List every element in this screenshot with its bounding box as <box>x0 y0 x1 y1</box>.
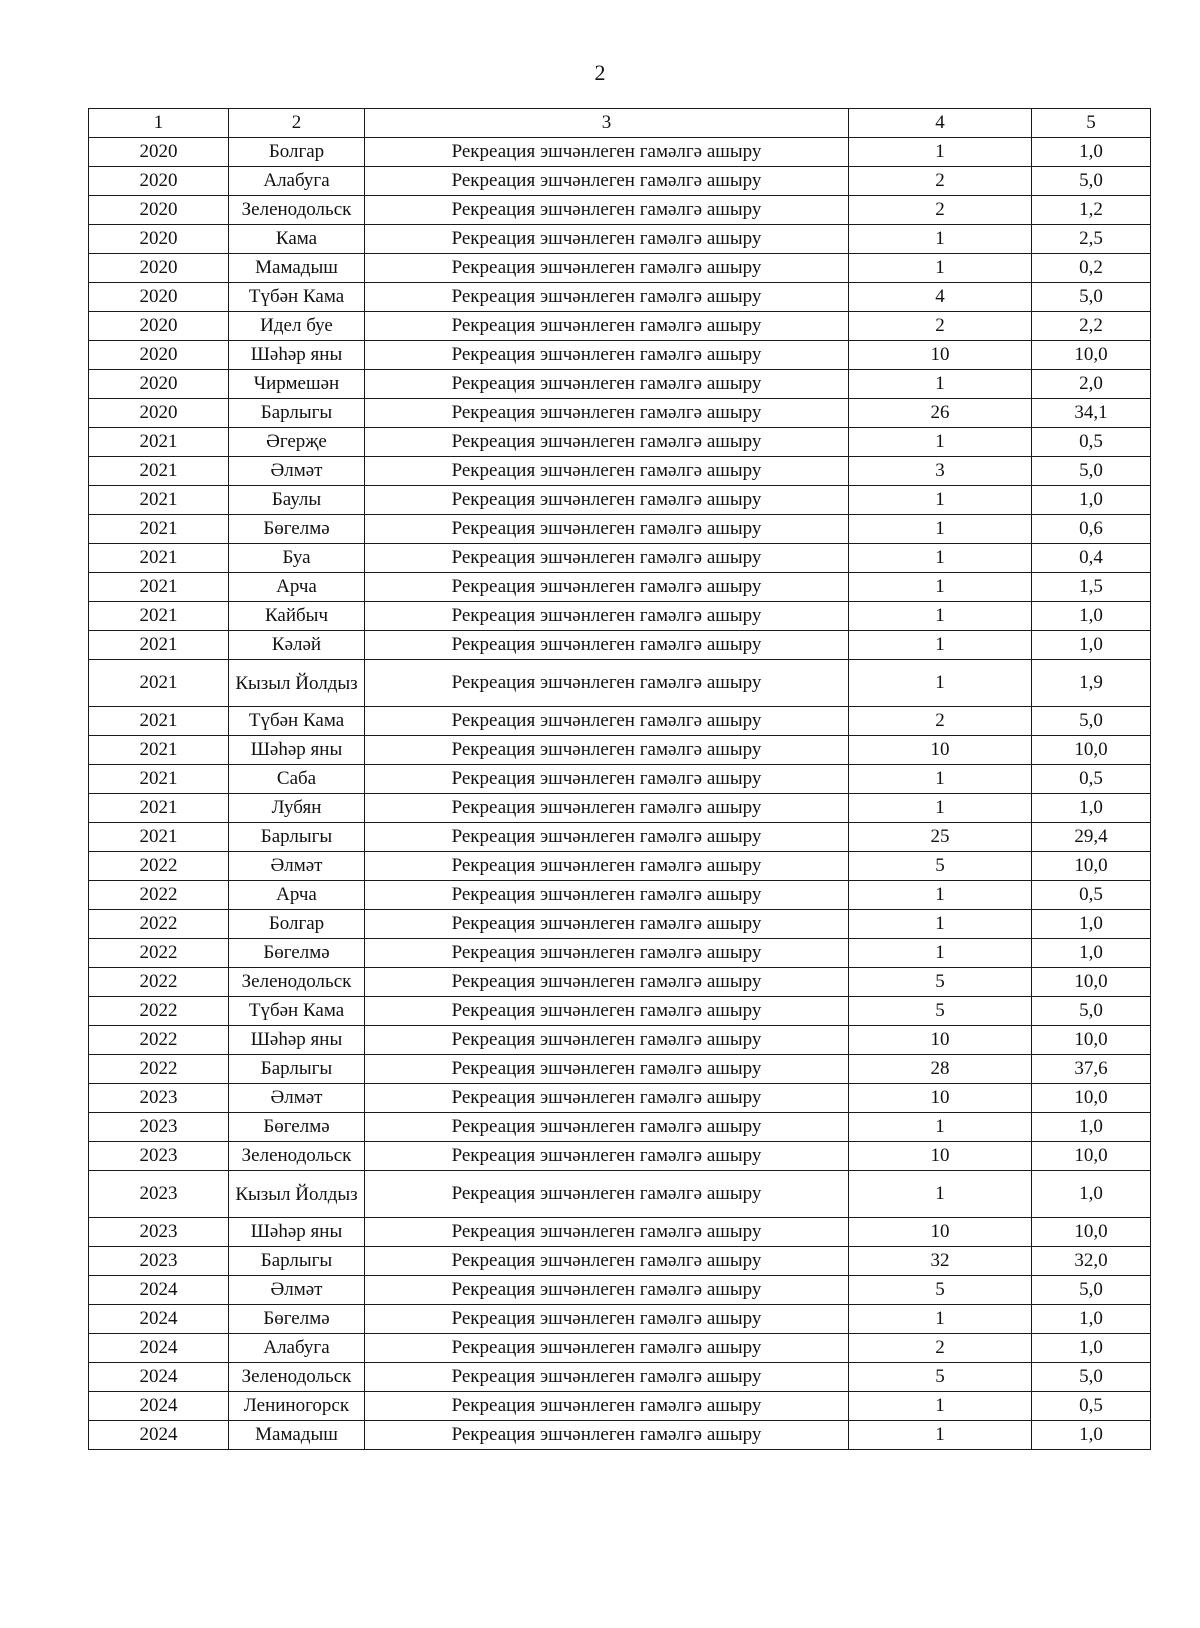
cell-count: 1 <box>849 1421 1032 1450</box>
cell-year: 2020 <box>89 370 229 399</box>
cell-region: Шәһәр яны <box>229 1026 365 1055</box>
cell-area: 1,0 <box>1032 794 1151 823</box>
cell-activity: Рекреация эшчәнлеген гамәлгә ашыру <box>365 1421 849 1450</box>
cell-count: 1 <box>849 254 1032 283</box>
table-row <box>89 939 1151 968</box>
cell-year: 2022 <box>89 881 229 910</box>
cell-year: 2022 <box>89 968 229 997</box>
cell-area: 10,0 <box>1032 341 1151 370</box>
cell-year: 2020 <box>89 225 229 254</box>
cell-activity: Рекреация эшчәнлеген гамәлгә ашыру <box>365 370 849 399</box>
cell-activity: Рекреация эшчәнлеген гамәлгә ашыру <box>365 1113 849 1142</box>
table-row <box>89 881 1151 910</box>
table-row <box>89 602 1151 631</box>
table-row <box>89 736 1151 765</box>
cell-activity: Рекреация эшчәнлеген гамәлгә ашыру <box>365 631 849 660</box>
cell-year: 2024 <box>89 1334 229 1363</box>
cell-area: 2,5 <box>1032 225 1151 254</box>
table-row <box>89 283 1151 312</box>
cell-count: 1 <box>849 225 1032 254</box>
cell-year: 2021 <box>89 660 229 707</box>
cell-area: 5,0 <box>1032 707 1151 736</box>
cell-area: 10,0 <box>1032 1142 1151 1171</box>
table-row <box>89 1421 1151 1450</box>
cell-area: 34,1 <box>1032 399 1151 428</box>
table-row <box>89 968 1151 997</box>
cell-year: 2023 <box>89 1084 229 1113</box>
cell-area: 5,0 <box>1032 997 1151 1026</box>
cell-activity: Рекреация эшчәнлеген гамәлгә ашыру <box>365 1084 849 1113</box>
cell-area: 1,0 <box>1032 602 1151 631</box>
cell-activity: Рекреация эшчәнлеген гамәлгә ашыру <box>365 939 849 968</box>
cell-count: 1 <box>849 1171 1032 1218</box>
cell-area: 1,2 <box>1032 196 1151 225</box>
table-row <box>89 1276 1151 1305</box>
page-number: 2 <box>594 60 606 85</box>
cell-activity: Рекреация эшчәнлеген гамәлгә ашыру <box>365 1142 849 1171</box>
cell-area: 0,5 <box>1032 765 1151 794</box>
cell-area: 5,0 <box>1032 283 1151 312</box>
header-cell-area: 5 <box>1032 109 1151 138</box>
cell-region: Әлмәт <box>229 852 365 881</box>
cell-count: 26 <box>849 399 1032 428</box>
cell-activity: Рекреация эшчәнлеген гамәлгә ашыру <box>365 1392 849 1421</box>
cell-year: 2024 <box>89 1392 229 1421</box>
cell-activity: Рекреация эшчәнлеген гамәлгә ашыру <box>365 1055 849 1084</box>
cell-area: 10,0 <box>1032 736 1151 765</box>
cell-region: Арча <box>229 881 365 910</box>
cell-region: Алабуга <box>229 167 365 196</box>
cell-activity: Рекреация эшчәнлеген гамәлгә ашыру <box>365 1363 849 1392</box>
table-row <box>89 1247 1151 1276</box>
cell-activity: Рекреация эшчәнлеген гамәлгә ашыру <box>365 660 849 707</box>
cell-activity: Рекреация эшчәнлеген гамәлгә ашыру <box>365 968 849 997</box>
cell-region: Барлыгы <box>229 1055 365 1084</box>
cell-year: 2021 <box>89 486 229 515</box>
table-row <box>89 910 1151 939</box>
cell-count: 1 <box>849 910 1032 939</box>
cell-count: 2 <box>849 1334 1032 1363</box>
cell-year: 2022 <box>89 852 229 881</box>
table-row <box>89 515 1151 544</box>
cell-region: Әлмәт <box>229 1084 365 1113</box>
cell-year: 2023 <box>89 1142 229 1171</box>
table-row <box>89 794 1151 823</box>
cell-activity: Рекреация эшчәнлеген гамәлгә ашыру <box>365 736 849 765</box>
table-row <box>89 1171 1151 1218</box>
cell-count: 1 <box>849 881 1032 910</box>
cell-count: 10 <box>849 1142 1032 1171</box>
table-row <box>89 852 1151 881</box>
cell-region: Зеленодольск <box>229 1363 365 1392</box>
cell-area: 1,0 <box>1032 1334 1151 1363</box>
cell-area: 1,0 <box>1032 1421 1151 1450</box>
cell-activity: Рекреация эшчәнлеген гамәлгә ашыру <box>365 765 849 794</box>
cell-region: Саба <box>229 765 365 794</box>
table-row <box>89 1026 1151 1055</box>
table-row <box>89 196 1151 225</box>
cell-region: Кызыл Йолдыз <box>229 1171 365 1218</box>
cell-activity: Рекреация эшчәнлеген гамәлгә ашыру <box>365 823 849 852</box>
cell-count: 1 <box>849 631 1032 660</box>
cell-activity: Рекреация эшчәнлеген гамәлгә ашыру <box>365 254 849 283</box>
cell-region: Бөгелмә <box>229 515 365 544</box>
table-row <box>89 457 1151 486</box>
cell-count: 1 <box>849 794 1032 823</box>
cell-region: Барлыгы <box>229 399 365 428</box>
cell-count: 1 <box>849 1392 1032 1421</box>
cell-count: 2 <box>849 196 1032 225</box>
cell-area: 1,0 <box>1032 910 1151 939</box>
cell-region: Идел буе <box>229 312 365 341</box>
cell-area: 37,6 <box>1032 1055 1151 1084</box>
cell-count: 1 <box>849 428 1032 457</box>
table-row <box>89 1142 1151 1171</box>
cell-area: 5,0 <box>1032 1363 1151 1392</box>
table-row <box>89 138 1151 167</box>
cell-year: 2022 <box>89 939 229 968</box>
cell-year: 2021 <box>89 765 229 794</box>
cell-year: 2024 <box>89 1305 229 1334</box>
cell-year: 2023 <box>89 1113 229 1142</box>
header-row <box>89 109 1151 138</box>
table-row <box>89 1363 1151 1392</box>
cell-count: 1 <box>849 1305 1032 1334</box>
cell-activity: Рекреация эшчәнлеген гамәлгә ашыру <box>365 457 849 486</box>
header-cell-count: 4 <box>849 109 1032 138</box>
cell-region: Кама <box>229 225 365 254</box>
cell-year: 2020 <box>89 167 229 196</box>
cell-activity: Рекреация эшчәнлеген гамәлгә ашыру <box>365 1247 849 1276</box>
table-row <box>89 1305 1151 1334</box>
cell-region: Болгар <box>229 910 365 939</box>
cell-activity: Рекреация эшчәнлеген гамәлгә ашыру <box>365 225 849 254</box>
cell-year: 2022 <box>89 910 229 939</box>
table-row <box>89 823 1151 852</box>
cell-year: 2020 <box>89 138 229 167</box>
cell-activity: Рекреация эшчәнлеген гамәлгә ашыру <box>365 1305 849 1334</box>
cell-area: 29,4 <box>1032 823 1151 852</box>
cell-year: 2020 <box>89 196 229 225</box>
cell-count: 2 <box>849 312 1032 341</box>
cell-region: Әлмәт <box>229 1276 365 1305</box>
cell-year: 2021 <box>89 823 229 852</box>
table-row <box>89 707 1151 736</box>
cell-activity: Рекреация эшчәнлеген гамәлгә ашыру <box>365 1218 849 1247</box>
cell-area: 1,0 <box>1032 1171 1151 1218</box>
cell-region: Чирмешән <box>229 370 365 399</box>
table-row <box>89 660 1151 707</box>
cell-year: 2020 <box>89 283 229 312</box>
cell-region: Арча <box>229 573 365 602</box>
cell-activity: Рекреация эшчәнлеген гамәлгә ашыру <box>365 1171 849 1218</box>
cell-area: 1,9 <box>1032 660 1151 707</box>
cell-area: 2,2 <box>1032 312 1151 341</box>
table-row <box>89 544 1151 573</box>
table-row <box>89 765 1151 794</box>
cell-activity: Рекреация эшчәнлеген гамәлгә ашыру <box>365 881 849 910</box>
cell-count: 1 <box>849 602 1032 631</box>
cell-year: 2021 <box>89 428 229 457</box>
cell-region: Әгерҗе <box>229 428 365 457</box>
cell-area: 10,0 <box>1032 852 1151 881</box>
table-row <box>89 1334 1151 1363</box>
cell-region: Мамадыш <box>229 1421 365 1450</box>
cell-area: 0,4 <box>1032 544 1151 573</box>
cell-activity: Рекреация эшчәнлеген гамәлгә ашыру <box>365 573 849 602</box>
table-row <box>89 370 1151 399</box>
cell-area: 0,2 <box>1032 254 1151 283</box>
cell-region: Зеленодольск <box>229 968 365 997</box>
cell-area: 1,5 <box>1032 573 1151 602</box>
cell-count: 25 <box>849 823 1032 852</box>
cell-year: 2022 <box>89 1055 229 1084</box>
table-row <box>89 399 1151 428</box>
cell-count: 1 <box>849 544 1032 573</box>
cell-count: 4 <box>849 283 1032 312</box>
cell-region: Мамадыш <box>229 254 365 283</box>
header-cell-region: 2 <box>229 109 365 138</box>
cell-year: 2021 <box>89 602 229 631</box>
cell-area: 32,0 <box>1032 1247 1151 1276</box>
cell-year: 2020 <box>89 312 229 341</box>
table-row <box>89 1084 1151 1113</box>
cell-region: Түбән Кама <box>229 997 365 1026</box>
table-row <box>89 1113 1151 1142</box>
table-row <box>89 254 1151 283</box>
table-row <box>89 225 1151 254</box>
cell-activity: Рекреация эшчәнлеген гамәлгә ашыру <box>365 196 849 225</box>
cell-area: 0,6 <box>1032 515 1151 544</box>
cell-count: 10 <box>849 1218 1032 1247</box>
table-row <box>89 341 1151 370</box>
cell-count: 1 <box>849 138 1032 167</box>
cell-year: 2020 <box>89 399 229 428</box>
cell-region: Түбән Кама <box>229 707 365 736</box>
cell-count: 1 <box>849 515 1032 544</box>
cell-count: 1 <box>849 370 1032 399</box>
cell-count: 5 <box>849 852 1032 881</box>
cell-region: Лубян <box>229 794 365 823</box>
cell-year: 2024 <box>89 1363 229 1392</box>
cell-activity: Рекреация эшчәнлеген гамәлгә ашыру <box>365 1026 849 1055</box>
cell-activity: Рекреация эшчәнлеген гамәлгә ашыру <box>365 428 849 457</box>
cell-activity: Рекреация эшчәнлеген гамәлгә ашыру <box>365 707 849 736</box>
table-row <box>89 631 1151 660</box>
cell-year: 2021 <box>89 544 229 573</box>
cell-count: 28 <box>849 1055 1032 1084</box>
cell-activity: Рекреация эшчәнлеген гамәлгә ашыру <box>365 852 849 881</box>
cell-activity: Рекреация эшчәнлеген гамәлгә ашыру <box>365 794 849 823</box>
cell-region: Кәләй <box>229 631 365 660</box>
cell-region: Түбән Кама <box>229 283 365 312</box>
cell-count: 2 <box>849 167 1032 196</box>
cell-region: Зеленодольск <box>229 196 365 225</box>
table-row <box>89 312 1151 341</box>
table-row <box>89 997 1151 1026</box>
cell-area: 5,0 <box>1032 1276 1151 1305</box>
cell-year: 2024 <box>89 1421 229 1450</box>
cell-year: 2020 <box>89 341 229 370</box>
cell-year: 2021 <box>89 515 229 544</box>
cell-year: 2022 <box>89 1026 229 1055</box>
cell-activity: Рекреация эшчәнлеген гамәлгә ашыру <box>365 486 849 515</box>
cell-area: 2,0 <box>1032 370 1151 399</box>
cell-count: 10 <box>849 341 1032 370</box>
cell-year: 2023 <box>89 1247 229 1276</box>
cell-year: 2021 <box>89 631 229 660</box>
table-row <box>89 1218 1151 1247</box>
cell-region: Шәһәр яны <box>229 341 365 370</box>
cell-region: Кайбыч <box>229 602 365 631</box>
cell-year: 2020 <box>89 254 229 283</box>
cell-region: Барлыгы <box>229 1247 365 1276</box>
cell-activity: Рекреация эшчәнлеген гамәлгә ашыру <box>365 515 849 544</box>
cell-area: 1,0 <box>1032 939 1151 968</box>
cell-count: 5 <box>849 968 1032 997</box>
cell-activity: Рекреация эшчәнлеген гамәлгә ашыру <box>365 910 849 939</box>
cell-count: 5 <box>849 997 1032 1026</box>
cell-activity: Рекреация эшчәнлеген гамәлгә ашыру <box>365 1334 849 1363</box>
cell-activity: Рекреация эшчәнлеген гамәлгә ашыру <box>365 341 849 370</box>
cell-region: Бөгелмә <box>229 1305 365 1334</box>
cell-region: Бөгелмә <box>229 1113 365 1142</box>
cell-area: 10,0 <box>1032 1084 1151 1113</box>
cell-count: 1 <box>849 573 1032 602</box>
cell-region: Кызыл Йолдыз <box>229 660 365 707</box>
cell-year: 2021 <box>89 794 229 823</box>
table-row <box>89 1392 1151 1421</box>
cell-year: 2023 <box>89 1171 229 1218</box>
table-row <box>89 428 1151 457</box>
cell-activity: Рекреация эшчәнлеген гамәлгә ашыру <box>365 544 849 573</box>
cell-count: 1 <box>849 939 1032 968</box>
cell-area: 1,0 <box>1032 631 1151 660</box>
cell-region: Зеленодольск <box>229 1142 365 1171</box>
cell-area: 5,0 <box>1032 457 1151 486</box>
data-table <box>88 108 1151 1450</box>
table-row <box>89 573 1151 602</box>
cell-region: Баулы <box>229 486 365 515</box>
table-row <box>89 486 1151 515</box>
cell-region: Алабуга <box>229 1334 365 1363</box>
cell-year: 2022 <box>89 997 229 1026</box>
cell-year: 2023 <box>89 1218 229 1247</box>
cell-year: 2021 <box>89 573 229 602</box>
cell-area: 10,0 <box>1032 1026 1151 1055</box>
cell-area: 0,5 <box>1032 1392 1151 1421</box>
cell-region: Бөгелмә <box>229 939 365 968</box>
cell-activity: Рекреация эшчәнлеген гамәлгә ашыру <box>365 1276 849 1305</box>
cell-activity: Рекреация эшчәнлеген гамәлгә ашыру <box>365 167 849 196</box>
cell-region: Әлмәт <box>229 457 365 486</box>
cell-count: 5 <box>849 1276 1032 1305</box>
cell-activity: Рекреация эшчәнлеген гамәлгә ашыру <box>365 602 849 631</box>
cell-count: 3 <box>849 457 1032 486</box>
header-cell-activity: 3 <box>365 109 849 138</box>
cell-count: 10 <box>849 736 1032 765</box>
cell-count: 2 <box>849 707 1032 736</box>
cell-count: 1 <box>849 765 1032 794</box>
cell-count: 1 <box>849 660 1032 707</box>
cell-region: Шәһәр яны <box>229 1218 365 1247</box>
cell-count: 10 <box>849 1084 1032 1113</box>
cell-count: 1 <box>849 486 1032 515</box>
cell-region: Лениногорск <box>229 1392 365 1421</box>
cell-count: 32 <box>849 1247 1032 1276</box>
table-row <box>89 1055 1151 1084</box>
cell-activity: Рекреация эшчәнлеген гамәлгә ашыру <box>365 997 849 1026</box>
cell-count: 1 <box>849 1113 1032 1142</box>
cell-area: 0,5 <box>1032 881 1151 910</box>
cell-year: 2021 <box>89 736 229 765</box>
header-cell-year: 1 <box>89 109 229 138</box>
cell-activity: Рекреация эшчәнлеген гамәлгә ашыру <box>365 399 849 428</box>
cell-region: Буа <box>229 544 365 573</box>
cell-count: 5 <box>849 1363 1032 1392</box>
cell-region: Болгар <box>229 138 365 167</box>
cell-year: 2024 <box>89 1276 229 1305</box>
cell-region: Шәһәр яны <box>229 736 365 765</box>
cell-area: 10,0 <box>1032 1218 1151 1247</box>
cell-year: 2021 <box>89 707 229 736</box>
cell-year: 2021 <box>89 457 229 486</box>
cell-activity: Рекреация эшчәнлеген гамәлгә ашыру <box>365 138 849 167</box>
cell-area: 1,0 <box>1032 486 1151 515</box>
cell-area: 1,0 <box>1032 1113 1151 1142</box>
table-row <box>89 167 1151 196</box>
cell-area: 0,5 <box>1032 428 1151 457</box>
cell-activity: Рекреация эшчәнлеген гамәлгә ашыру <box>365 283 849 312</box>
cell-region: Барлыгы <box>229 823 365 852</box>
cell-area: 1,0 <box>1032 1305 1151 1334</box>
cell-area: 1,0 <box>1032 138 1151 167</box>
cell-area: 5,0 <box>1032 167 1151 196</box>
cell-count: 10 <box>849 1026 1032 1055</box>
cell-activity: Рекреация эшчәнлеген гамәлгә ашыру <box>365 312 849 341</box>
table-body <box>89 109 1151 1450</box>
cell-area: 10,0 <box>1032 968 1151 997</box>
